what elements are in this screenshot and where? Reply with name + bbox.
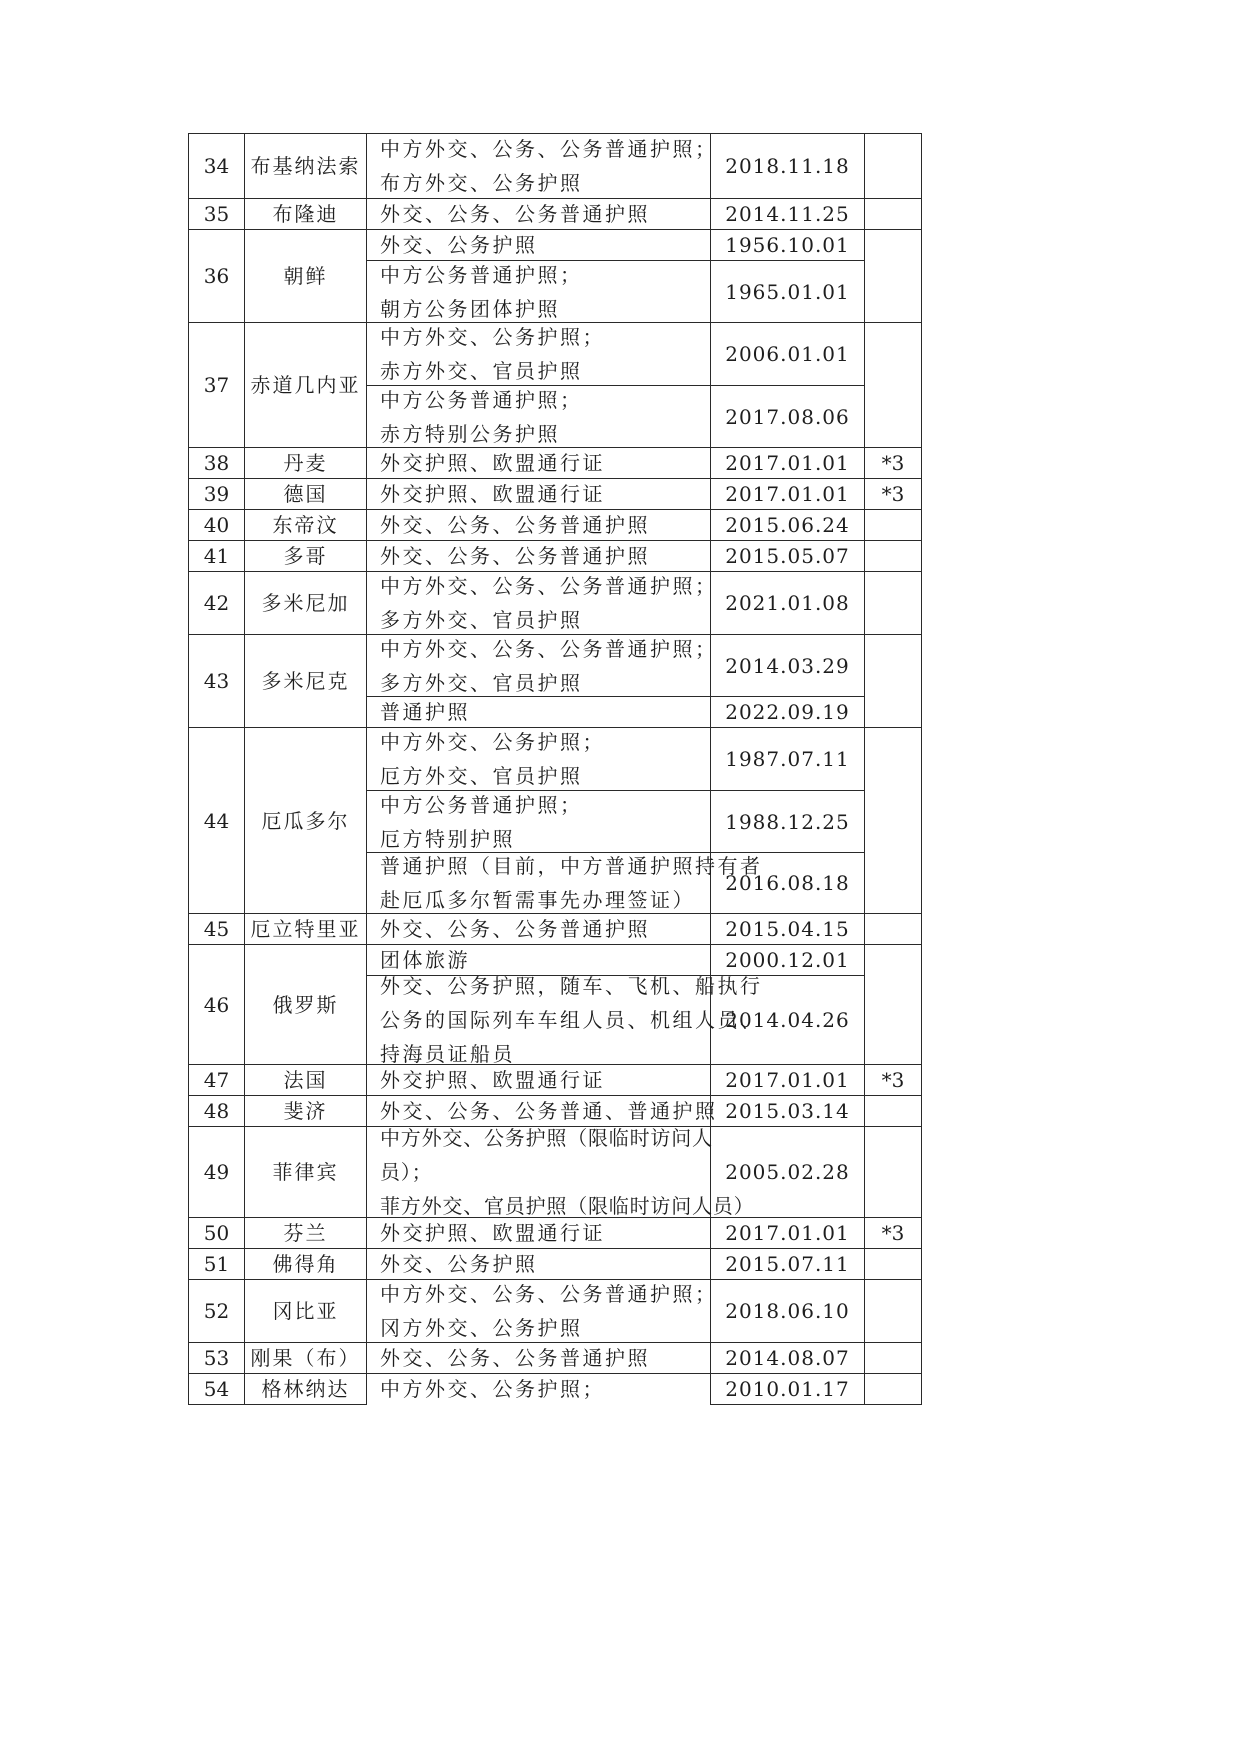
passport-type-text: 布方外交、公务护照 bbox=[380, 171, 583, 195]
effective-date-text: 2022.09.19 bbox=[725, 700, 850, 724]
passport-type bbox=[367, 1065, 710, 1095]
passport-type bbox=[367, 230, 710, 260]
passport-type bbox=[367, 728, 710, 790]
row-number bbox=[189, 510, 244, 540]
note-mark-text: *3 bbox=[881, 482, 905, 506]
passport-type bbox=[367, 479, 710, 509]
note-mark bbox=[865, 1374, 921, 1404]
passport-type-text: 员）； bbox=[380, 1160, 433, 1184]
note-mark bbox=[865, 541, 921, 571]
effective-date bbox=[711, 1249, 864, 1279]
row-number-text: 38 bbox=[203, 451, 230, 475]
country-name-text: 斐济 bbox=[283, 1099, 328, 1123]
note-mark bbox=[865, 945, 921, 1064]
passport-type-text: 赤方外交、官员护照 bbox=[380, 359, 583, 383]
passport-type bbox=[367, 914, 710, 944]
note-mark bbox=[865, 230, 921, 322]
effective-date bbox=[711, 448, 864, 478]
effective-date-text: 2017.01.01 bbox=[725, 1068, 850, 1092]
row-number bbox=[189, 448, 244, 478]
passport-type-text: 外交护照、欧盟通行证 bbox=[380, 1221, 605, 1245]
country-name bbox=[245, 1065, 366, 1095]
passport-type-text: 外交、公务、公务普通护照 bbox=[380, 202, 650, 226]
row-number bbox=[189, 1374, 244, 1404]
country-name-text: 佛得角 bbox=[272, 1252, 339, 1276]
effective-date-text: 2014.03.29 bbox=[725, 653, 850, 678]
row-number bbox=[189, 572, 244, 634]
effective-date bbox=[711, 386, 864, 447]
country-name bbox=[245, 134, 366, 198]
passport-type-text: 中方外交、公务护照； bbox=[380, 730, 605, 754]
passport-type-text: 中方外交、公务护照； bbox=[380, 325, 605, 349]
row-number-text: 54 bbox=[203, 1377, 230, 1401]
country-name bbox=[245, 448, 366, 478]
row-number bbox=[189, 1218, 244, 1248]
passport-type bbox=[367, 541, 710, 571]
row-number bbox=[189, 1096, 244, 1126]
effective-date bbox=[711, 1280, 864, 1342]
row-number-text: 42 bbox=[203, 591, 230, 615]
row-number-text: 36 bbox=[203, 264, 230, 288]
effective-date-text: 2010.01.17 bbox=[725, 1377, 850, 1401]
passport-type bbox=[367, 572, 718, 634]
effective-date bbox=[711, 134, 864, 198]
row-number-text: 49 bbox=[203, 1160, 230, 1184]
note-mark bbox=[865, 1127, 921, 1217]
passport-type-text: 外交护照、欧盟通行证 bbox=[380, 1068, 605, 1092]
passport-type bbox=[367, 1343, 710, 1373]
country-name-text: 多米尼克 bbox=[261, 669, 350, 693]
note-mark-text: *3 bbox=[881, 1221, 905, 1245]
note-mark bbox=[865, 1218, 921, 1248]
country-name bbox=[245, 199, 366, 229]
passport-type-text: 普通护照（目前，中方普通护照持有者 bbox=[380, 854, 763, 878]
passport-type bbox=[367, 323, 710, 385]
effective-date-text: 2015.06.24 bbox=[725, 513, 850, 537]
effective-date-text: 2018.11.18 bbox=[725, 154, 850, 178]
row-number bbox=[189, 134, 244, 198]
passport-type-text: 多方外交、官员护照 bbox=[380, 670, 583, 695]
passport-type-text: 中方公务普通护照； bbox=[380, 387, 583, 412]
passport-type bbox=[367, 510, 710, 540]
effective-date-text: 2021.01.08 bbox=[725, 591, 850, 615]
effective-date-text: 2015.04.15 bbox=[725, 917, 850, 941]
passport-type-text: 厄方特别护照 bbox=[380, 826, 515, 851]
effective-date bbox=[711, 1374, 864, 1404]
country-name bbox=[245, 1218, 366, 1248]
effective-date-text: 2000.12.01 bbox=[725, 948, 850, 972]
passport-type bbox=[367, 199, 710, 229]
passport-type-text: 中方外交、公务护照； bbox=[380, 1377, 605, 1401]
row-number bbox=[189, 1280, 244, 1342]
row-number bbox=[189, 323, 244, 447]
country-name bbox=[245, 728, 366, 913]
effective-date bbox=[711, 791, 864, 852]
effective-date bbox=[711, 510, 864, 540]
row-number bbox=[189, 1065, 244, 1095]
effective-date bbox=[711, 1096, 864, 1126]
passport-type bbox=[367, 1249, 710, 1279]
passport-type-text: 多方外交、官员护照 bbox=[380, 608, 583, 632]
passport-type-text: 中方外交、公务、公务普通护照； bbox=[380, 137, 718, 161]
note-mark bbox=[865, 1343, 921, 1373]
country-name bbox=[245, 1280, 366, 1342]
passport-type bbox=[367, 635, 718, 696]
passport-type bbox=[367, 1126, 755, 1218]
row-number bbox=[189, 1343, 244, 1373]
effective-date bbox=[711, 1343, 864, 1373]
passport-type-text: 外交、公务、公务普通护照 bbox=[380, 544, 650, 568]
row-number-text: 53 bbox=[203, 1346, 230, 1370]
passport-type bbox=[367, 448, 710, 478]
country-name-text: 赤道几内亚 bbox=[250, 373, 361, 397]
passport-type-text: 团体旅游 bbox=[380, 948, 470, 972]
country-name bbox=[245, 1249, 366, 1279]
row-number-text: 48 bbox=[203, 1099, 230, 1123]
passport-type-text: 中方公务普通护照； bbox=[380, 792, 583, 817]
passport-type bbox=[367, 853, 763, 913]
passport-type-text: 中方外交、公务、公务普通护照； bbox=[380, 1282, 718, 1306]
passport-type-text: 外交护照、欧盟通行证 bbox=[380, 451, 605, 475]
effective-date-text: 2015.03.14 bbox=[725, 1099, 850, 1123]
country-name-text: 朝鲜 bbox=[283, 264, 328, 288]
effective-date-text: 2017.01.01 bbox=[725, 482, 850, 506]
effective-date-text: 2016.08.18 bbox=[725, 871, 850, 895]
passport-type-text: 外交、公务护照 bbox=[380, 1252, 538, 1276]
passport-type-text: 冈方外交、公务护照 bbox=[380, 1316, 583, 1340]
country-name bbox=[245, 635, 366, 727]
passport-type-text: 中方公务普通护照； bbox=[380, 262, 583, 287]
country-name bbox=[245, 541, 366, 571]
row-number bbox=[189, 914, 244, 944]
effective-date-text: 2014.08.07 bbox=[725, 1346, 850, 1370]
country-name-text: 布基纳法索 bbox=[250, 154, 361, 178]
row-number-text: 50 bbox=[203, 1221, 230, 1245]
row-number-text: 51 bbox=[203, 1252, 230, 1276]
row-number bbox=[189, 635, 244, 727]
effective-date bbox=[711, 230, 864, 260]
row-number-text: 34 bbox=[203, 154, 230, 178]
note-mark bbox=[865, 728, 921, 913]
row-number-text: 52 bbox=[203, 1299, 230, 1323]
country-name bbox=[245, 1127, 366, 1217]
passport-type bbox=[367, 261, 710, 322]
row-number bbox=[189, 728, 244, 913]
country-name-text: 刚果（布） bbox=[250, 1346, 361, 1370]
note-mark bbox=[865, 134, 921, 198]
note-mark bbox=[865, 1096, 921, 1126]
row-number-text: 45 bbox=[203, 917, 230, 941]
row-number-text: 40 bbox=[203, 513, 230, 537]
effective-date-text: 2015.07.11 bbox=[725, 1252, 850, 1276]
effective-date-text: 2014.04.26 bbox=[725, 1008, 850, 1032]
passport-type-text: 外交、公务护照 bbox=[380, 233, 538, 257]
effective-date bbox=[711, 1127, 864, 1217]
country-name-text: 丹麦 bbox=[283, 451, 328, 475]
country-name-text: 厄立特里亚 bbox=[250, 917, 361, 941]
country-name-text: 格林纳达 bbox=[261, 1377, 350, 1401]
passport-type bbox=[367, 1374, 710, 1404]
country-name bbox=[245, 323, 366, 447]
note-mark bbox=[865, 635, 921, 727]
passport-type bbox=[367, 134, 718, 198]
effective-date-text: 2017.01.01 bbox=[725, 451, 850, 475]
table-rule bbox=[921, 133, 922, 1405]
effective-date-text: 2006.01.01 bbox=[725, 342, 850, 366]
note-mark bbox=[865, 323, 921, 447]
country-name bbox=[245, 1343, 366, 1373]
country-name bbox=[245, 572, 366, 634]
country-name-text: 德国 bbox=[283, 482, 328, 506]
effective-date-text: 2017.01.01 bbox=[725, 1221, 850, 1245]
effective-date-text: 1965.01.01 bbox=[725, 279, 850, 304]
passport-type-text: 外交、公务、公务普通护照 bbox=[380, 513, 650, 537]
effective-date bbox=[711, 261, 864, 322]
row-number-text: 41 bbox=[203, 544, 230, 568]
note-mark-text: *3 bbox=[881, 1068, 905, 1092]
passport-type-text: 厄方外交、官员护照 bbox=[380, 764, 583, 788]
passport-type-text: 赴厄瓜多尔暂需事先办理签证） bbox=[380, 888, 695, 912]
effective-date bbox=[711, 323, 864, 385]
effective-date bbox=[711, 976, 864, 1064]
effective-date bbox=[711, 479, 864, 509]
passport-type bbox=[367, 974, 763, 1066]
country-name-text: 俄罗斯 bbox=[272, 992, 339, 1017]
row-number-text: 35 bbox=[203, 202, 230, 226]
passport-type-text: 朝方公务团体护照 bbox=[380, 296, 560, 321]
effective-date bbox=[711, 728, 864, 790]
country-name-text: 多哥 bbox=[283, 544, 328, 568]
row-number-text: 43 bbox=[203, 669, 230, 693]
country-name-text: 多米尼加 bbox=[261, 591, 350, 615]
note-mark bbox=[865, 1249, 921, 1279]
country-name bbox=[245, 230, 366, 322]
note-mark bbox=[865, 572, 921, 634]
country-name-text: 冈比亚 bbox=[272, 1299, 339, 1323]
passport-type bbox=[367, 1218, 710, 1248]
effective-date-text: 2017.08.06 bbox=[725, 404, 850, 429]
country-name bbox=[245, 945, 366, 1064]
country-name-text: 布隆迪 bbox=[272, 202, 339, 226]
passport-type-text: 持海员证船员 bbox=[380, 1042, 515, 1066]
passport-type-text: 公务的国际列车车组人员、机组人员、 bbox=[380, 1008, 763, 1032]
country-name-text: 东帝汶 bbox=[272, 513, 339, 537]
note-mark bbox=[865, 1280, 921, 1342]
note-mark bbox=[865, 479, 921, 509]
row-number-text: 37 bbox=[203, 373, 230, 397]
effective-date bbox=[711, 199, 864, 229]
country-name-text: 法国 bbox=[283, 1068, 328, 1092]
passport-type bbox=[367, 1280, 718, 1342]
effective-date bbox=[711, 853, 864, 913]
passport-type-text: 外交、公务护照，随车、飞机、船执行 bbox=[380, 974, 763, 998]
row-number bbox=[189, 945, 244, 1064]
country-name bbox=[245, 1096, 366, 1126]
passport-type-text: 外交、公务、公务普通、普通护照 bbox=[380, 1099, 718, 1123]
effective-date bbox=[711, 572, 864, 634]
passport-type-text: 普通护照 bbox=[380, 700, 470, 724]
passport-type-text: 外交、公务、公务普通护照 bbox=[380, 917, 650, 941]
country-name bbox=[245, 1374, 366, 1404]
passport-type-text: 赤方特别公务护照 bbox=[380, 421, 560, 446]
passport-type-text: 外交、公务、公务普通护照 bbox=[380, 1346, 650, 1370]
effective-date-text: 2015.05.07 bbox=[725, 544, 850, 568]
effective-date bbox=[711, 697, 864, 727]
note-mark-text: *3 bbox=[881, 451, 905, 475]
country-name bbox=[245, 510, 366, 540]
effective-date bbox=[711, 541, 864, 571]
passport-type-text: 中方外交、公务、公务普通护照； bbox=[380, 574, 718, 598]
country-name-text: 芬兰 bbox=[283, 1221, 328, 1245]
passport-type-text: 中方外交、公务、公务普通护照； bbox=[380, 636, 718, 661]
effective-date-text: 2014.11.25 bbox=[725, 202, 850, 226]
note-mark bbox=[865, 448, 921, 478]
row-number bbox=[189, 199, 244, 229]
effective-date bbox=[711, 1218, 864, 1248]
row-number-text: 39 bbox=[203, 482, 230, 506]
note-mark bbox=[865, 199, 921, 229]
row-number bbox=[189, 1127, 244, 1217]
note-mark bbox=[865, 1065, 921, 1095]
effective-date-text: 2018.06.10 bbox=[725, 1299, 850, 1323]
country-name-text: 厄瓜多尔 bbox=[261, 808, 350, 833]
note-mark bbox=[865, 914, 921, 944]
effective-date bbox=[711, 914, 864, 944]
row-number-text: 44 bbox=[203, 808, 230, 833]
country-name bbox=[245, 479, 366, 509]
row-number-text: 47 bbox=[203, 1068, 230, 1092]
row-number bbox=[189, 230, 244, 322]
effective-date-text: 2005.02.28 bbox=[725, 1160, 850, 1184]
country-name-text: 菲律宾 bbox=[272, 1160, 339, 1184]
row-number-text: 46 bbox=[203, 992, 230, 1017]
effective-date bbox=[711, 635, 864, 696]
passport-type bbox=[367, 791, 710, 852]
row-number bbox=[189, 1249, 244, 1279]
effective-date-text: 1956.10.01 bbox=[725, 233, 850, 257]
table-rule bbox=[188, 133, 922, 134]
effective-date bbox=[711, 1065, 864, 1095]
effective-date-text: 1988.12.25 bbox=[725, 809, 850, 834]
passport-type-text: 菲方外交、官员护照（限临时访问人员） bbox=[380, 1194, 755, 1218]
passport-type bbox=[367, 697, 710, 727]
row-number bbox=[189, 479, 244, 509]
effective-date-text: 1987.07.11 bbox=[725, 747, 850, 771]
passport-type bbox=[367, 386, 710, 447]
note-mark bbox=[865, 510, 921, 540]
row-number bbox=[189, 541, 244, 571]
passport-type-text: 外交护照、欧盟通行证 bbox=[380, 482, 605, 506]
passport-type-text: 中方外交、公务护照（限临时访问人 bbox=[380, 1126, 713, 1150]
country-name bbox=[245, 914, 366, 944]
